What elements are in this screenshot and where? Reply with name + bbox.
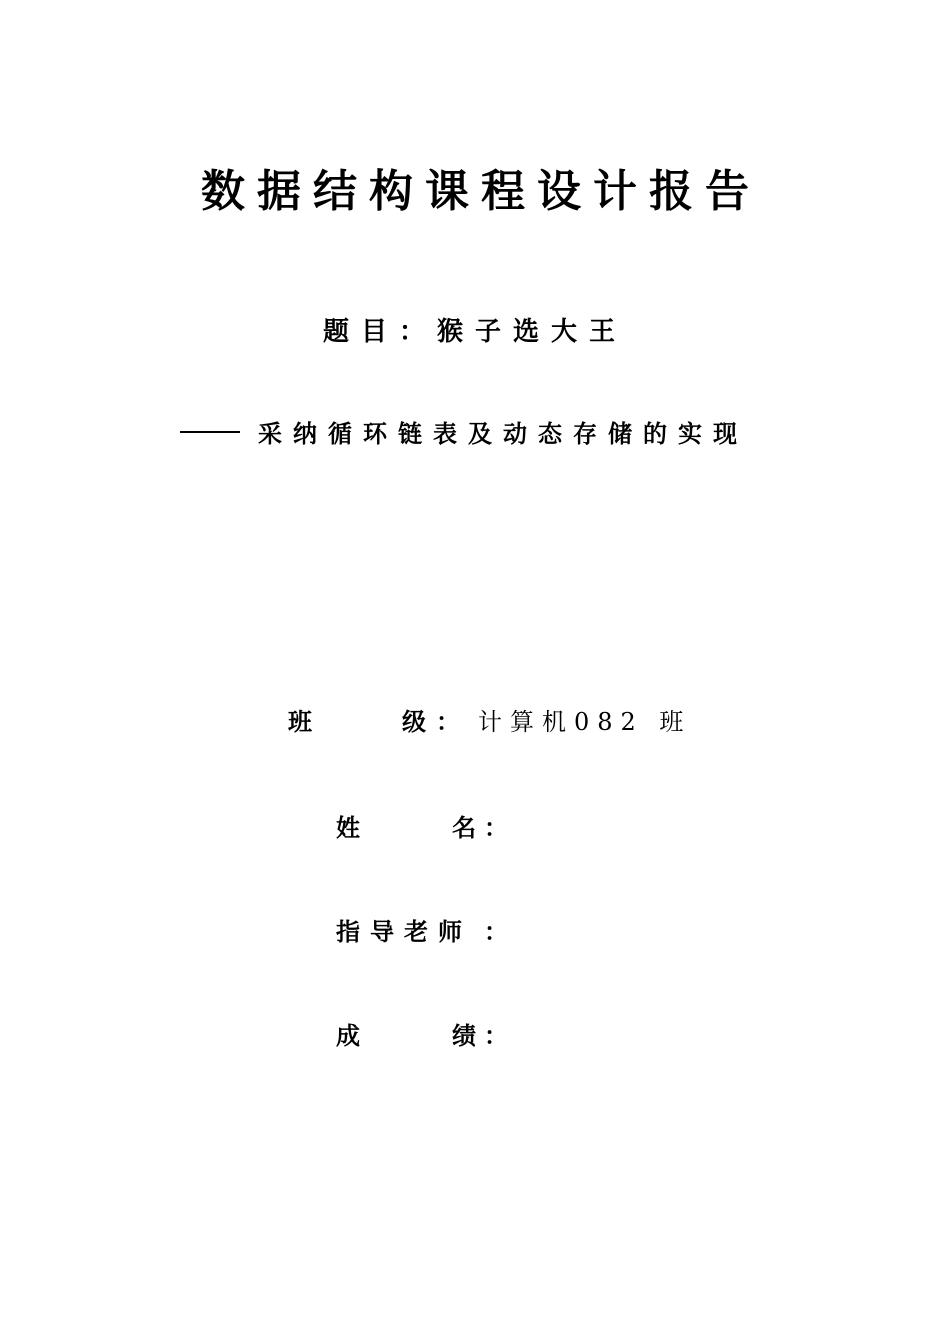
grade-label-second: 绩 bbox=[452, 1021, 476, 1050]
class-value: 计算机082 班 bbox=[478, 708, 692, 736]
report-title: 数据结构课程设计报告 bbox=[201, 166, 761, 217]
report-subject: 题目：猴子选大王 bbox=[322, 317, 627, 347]
grade-colon: ： bbox=[484, 1021, 508, 1050]
grade-label-first: 成 bbox=[336, 1021, 360, 1050]
class-label-first: 班 bbox=[288, 707, 312, 736]
report-subtitle-text: 采纳循环链表及动态存储的实现 bbox=[258, 420, 748, 448]
teacher-label: 指导老师 bbox=[336, 917, 472, 946]
class-colon: ： bbox=[436, 707, 460, 736]
class-label-second: 级 bbox=[402, 707, 426, 736]
em-dash-rule bbox=[180, 431, 240, 433]
report-subtitle bbox=[180, 416, 880, 452]
name-label-second: 名 bbox=[452, 813, 476, 842]
name-colon: ： bbox=[484, 813, 508, 842]
name-label-first: 姓 bbox=[336, 813, 360, 842]
teacher-colon: ： bbox=[484, 917, 508, 946]
